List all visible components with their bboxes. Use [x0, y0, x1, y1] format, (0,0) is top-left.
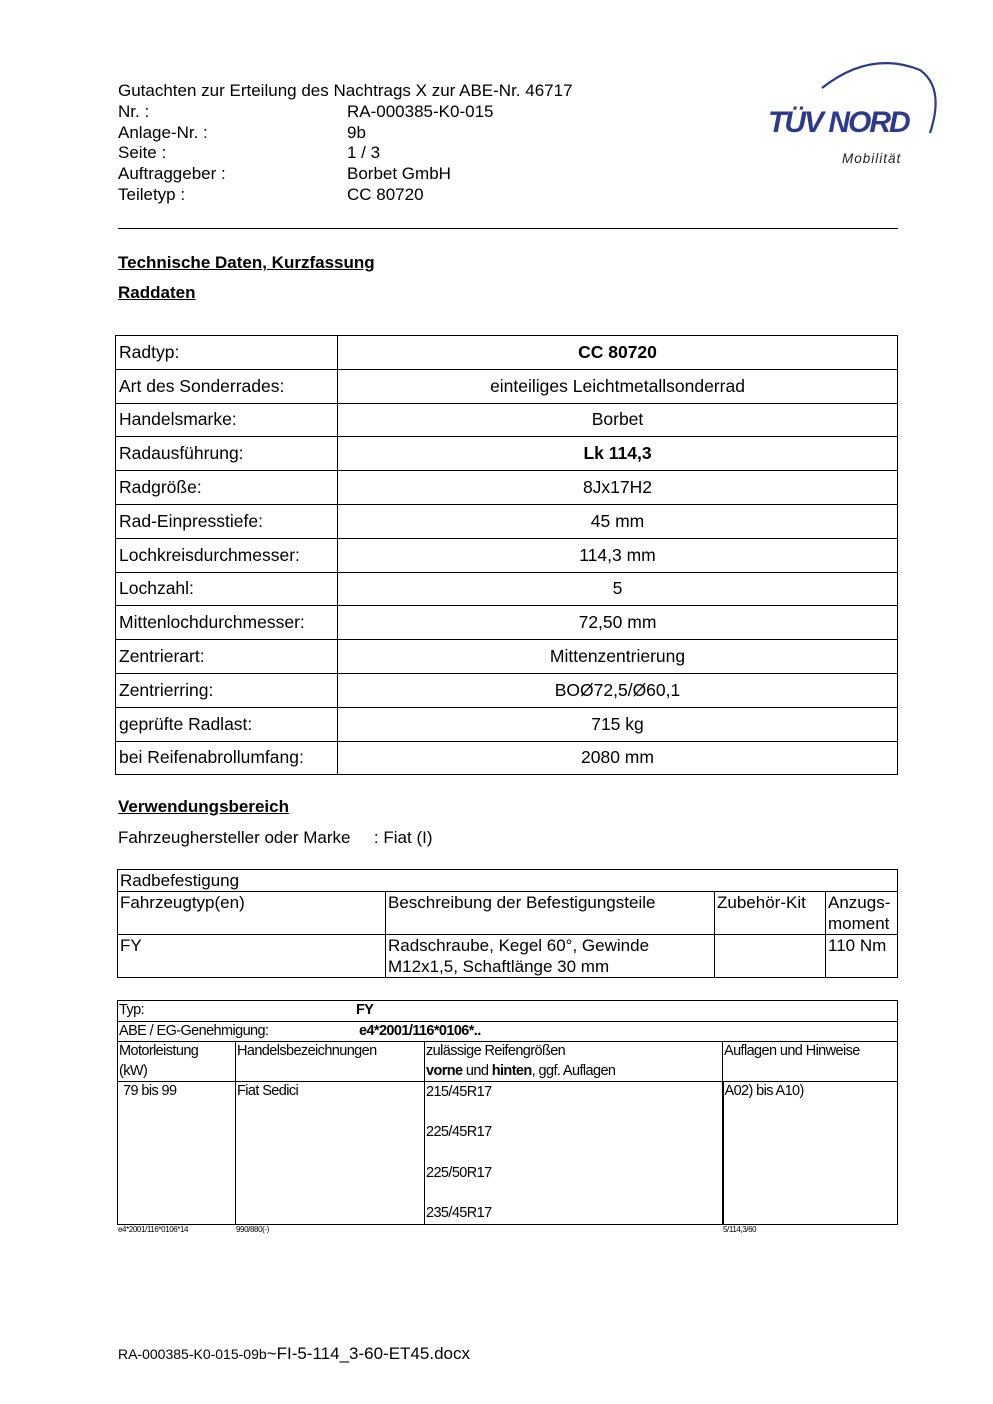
- table-row: [116, 336, 898, 370]
- wheel-data-table: [115, 335, 898, 775]
- vehicle-header-tires: [425, 1042, 723, 1082]
- vehicle-type-row: [118, 1001, 898, 1022]
- mounting-table: [117, 869, 898, 978]
- footnote-approval: e4*2001/116*0106*14: [118, 1225, 189, 1234]
- wheel-key: Radgröße:: [116, 471, 338, 505]
- wheel-value: BOØ72,5/Ø60,1: [338, 673, 898, 707]
- tire-size: 225/50R17: [426, 1164, 492, 1181]
- table-row: [118, 870, 898, 892]
- vehicle-header-tires-and: und: [462, 1062, 492, 1079]
- wheel-value: Borbet: [338, 403, 898, 437]
- wheel-value: einteiliges Leichtmetallsonderrad: [338, 369, 898, 403]
- vehicle-header-power-line2: (kW): [119, 1062, 148, 1079]
- tire-size: 225/45R17: [426, 1124, 492, 1141]
- vehicle-notes: A02) bis A10): [723, 1082, 898, 1225]
- logo-brand: TÜV NORD: [768, 106, 909, 139]
- wheel-value: 45 mm: [338, 504, 898, 538]
- mount-desc-line2: M12x1,5, Schaftlänge 30 mm: [388, 957, 610, 976]
- header-label-seite: Seite :: [118, 143, 167, 163]
- header-label-auftraggeber: Auftraggeber :: [118, 164, 226, 184]
- vehicle-header-notes: Auflagen und Hinweise: [723, 1042, 898, 1082]
- usage-separator: :: [373, 828, 379, 847]
- usage-value: Fiat (I): [383, 828, 433, 847]
- header-value-seite: 1 / 3: [347, 143, 381, 163]
- wheel-value: 715 kg: [338, 707, 898, 741]
- table-row: [116, 741, 898, 775]
- table-row: [118, 1082, 898, 1225]
- wheel-key: Rad-Einpresstiefe:: [116, 504, 338, 538]
- wheel-value: 8Jx17H2: [338, 471, 898, 505]
- table-row: [116, 369, 898, 403]
- wheel-value: 114,3 mm: [338, 538, 898, 572]
- usage-label: Fahrzeughersteller oder Marke: [118, 828, 351, 847]
- mount-header-torque: [826, 892, 898, 935]
- wheel-value: Mittenzentrierung: [338, 640, 898, 674]
- wheel-value: 5: [338, 572, 898, 606]
- vehicle-header-tires-rear: hinten: [491, 1062, 532, 1079]
- header-label-teiletyp: Teiletyp :: [118, 185, 186, 204]
- mount-type: FY: [118, 935, 386, 978]
- mount-desc-line1: Radschraube, Kegel 60°, Gewinde: [388, 936, 650, 955]
- table-row: [116, 673, 898, 707]
- table-row: [116, 572, 898, 606]
- mount-header-type: Fahrzeugtyp(en): [118, 892, 386, 935]
- section-heading-technical: Technische Daten, Kurzfassung: [118, 253, 375, 272]
- table-row: [118, 1021, 898, 1042]
- vehicle-header-names: Handelsbezeichnungen: [236, 1042, 425, 1082]
- mount-header-torque-line2: moment: [828, 914, 890, 933]
- vehicle-header-tires-note: , ggf. Auflagen: [531, 1062, 616, 1079]
- vehicle-type-label: Typ:: [119, 1002, 144, 1018]
- wheel-key: Art des Sonderrades:: [116, 369, 338, 403]
- mount-header-desc: Beschreibung der Befestigungsteile: [386, 892, 715, 935]
- vehicle-header-power-line1: Motorleistung: [119, 1043, 199, 1059]
- vehicle-header-tires-front: vorne: [426, 1062, 463, 1079]
- footer-filename: [118, 1344, 470, 1364]
- vehicle-abe-value: e4*2001/116*0106*..: [359, 1022, 481, 1039]
- logo-subtitle: Mobilität: [842, 151, 902, 166]
- section-heading-usage: Verwendungsbereich: [118, 797, 289, 816]
- mount-torque: 110 Nm: [826, 935, 898, 978]
- wheel-key: Zentrierring:: [116, 673, 338, 707]
- table-row: [116, 504, 898, 538]
- table-row: [116, 437, 898, 471]
- header-label-anlage: Anlage-Nr. :: [118, 122, 208, 142]
- vehicle-tires: [425, 1082, 723, 1225]
- header-value-teiletyp: CC 80720: [347, 185, 424, 204]
- table-row: [116, 606, 898, 640]
- footnote-bolt-pattern: 5/114,3/60: [723, 1225, 757, 1234]
- wheel-key: Radtyp:: [116, 336, 338, 370]
- header-value-auftraggeber: Borbet GmbH: [347, 164, 451, 184]
- table-row: [116, 707, 898, 741]
- table-row: [116, 471, 898, 505]
- vehicle-type-value: FY: [356, 1002, 374, 1018]
- vehicle-abe-label: ABE / EG-Genehmigung:: [119, 1022, 269, 1039]
- table-row: [118, 892, 898, 935]
- vehicle-abe-row: [118, 1021, 898, 1042]
- filename-part-a: RA-000385-K0-015-09b: [118, 1346, 267, 1362]
- table-row: [118, 1042, 898, 1082]
- vehicle-header-power: [118, 1042, 236, 1082]
- wheel-key: Lochkreisdurchmesser:: [116, 538, 338, 572]
- wheel-value: Lk 114,3: [338, 437, 898, 471]
- tire-size: 235/45R17: [426, 1204, 492, 1221]
- doc-title: Gutachten zur Erteilung des Nachtrags X zur ABE-Nr. 46717: [118, 81, 573, 100]
- mount-kit: [715, 935, 826, 978]
- section-heading-wheel-data: Raddaten: [118, 283, 196, 302]
- vehicle-power-value: 79 bis 99: [123, 1083, 177, 1099]
- mount-title: Radbefestigung: [118, 870, 898, 892]
- table-row: [118, 1001, 898, 1022]
- vehicle-table: [117, 1000, 898, 1225]
- footnote-dims: 990/880(-): [236, 1225, 269, 1234]
- header-divider: [118, 228, 898, 229]
- vehicle-name: Fiat Sedici: [236, 1082, 425, 1225]
- mount-desc: [386, 935, 715, 978]
- wheel-key: Radausführung:: [116, 437, 338, 471]
- header-value-anlage: 9b: [347, 122, 366, 142]
- header-label-nr: Nr. :: [118, 101, 150, 121]
- wheel-value: 72,50 mm: [338, 606, 898, 640]
- mount-header-kit: Zubehör-Kit: [715, 892, 826, 935]
- vehicle-header-tires-line1: zulässige Reifengrößen: [426, 1043, 566, 1059]
- wheel-key: Mittenlochdurchmesser:: [116, 606, 338, 640]
- table-row: [116, 403, 898, 437]
- wheel-key: Zentrierart:: [116, 640, 338, 674]
- wheel-value: 2080 mm: [338, 741, 898, 775]
- filename-part-b: ~FI-5-114_3-60-ET45.docx: [266, 1344, 470, 1363]
- mount-header-torque-line1: Anzugs-: [828, 893, 891, 912]
- usage-line: [118, 828, 433, 848]
- header-value-nr: RA-000385-K0-015: [347, 101, 494, 121]
- wheel-key: Handelsmarke:: [116, 403, 338, 437]
- wheel-value: CC 80720: [338, 336, 898, 370]
- table-row: [118, 935, 898, 978]
- wheel-key: bei Reifenabrollumfang:: [116, 741, 338, 775]
- wheel-key: Lochzahl:: [116, 572, 338, 606]
- tire-size: 215/45R17: [426, 1084, 492, 1100]
- table-row: [116, 538, 898, 572]
- vehicle-power: [118, 1082, 236, 1225]
- wheel-key: geprüfte Radlast:: [116, 707, 338, 741]
- table-row: [116, 640, 898, 674]
